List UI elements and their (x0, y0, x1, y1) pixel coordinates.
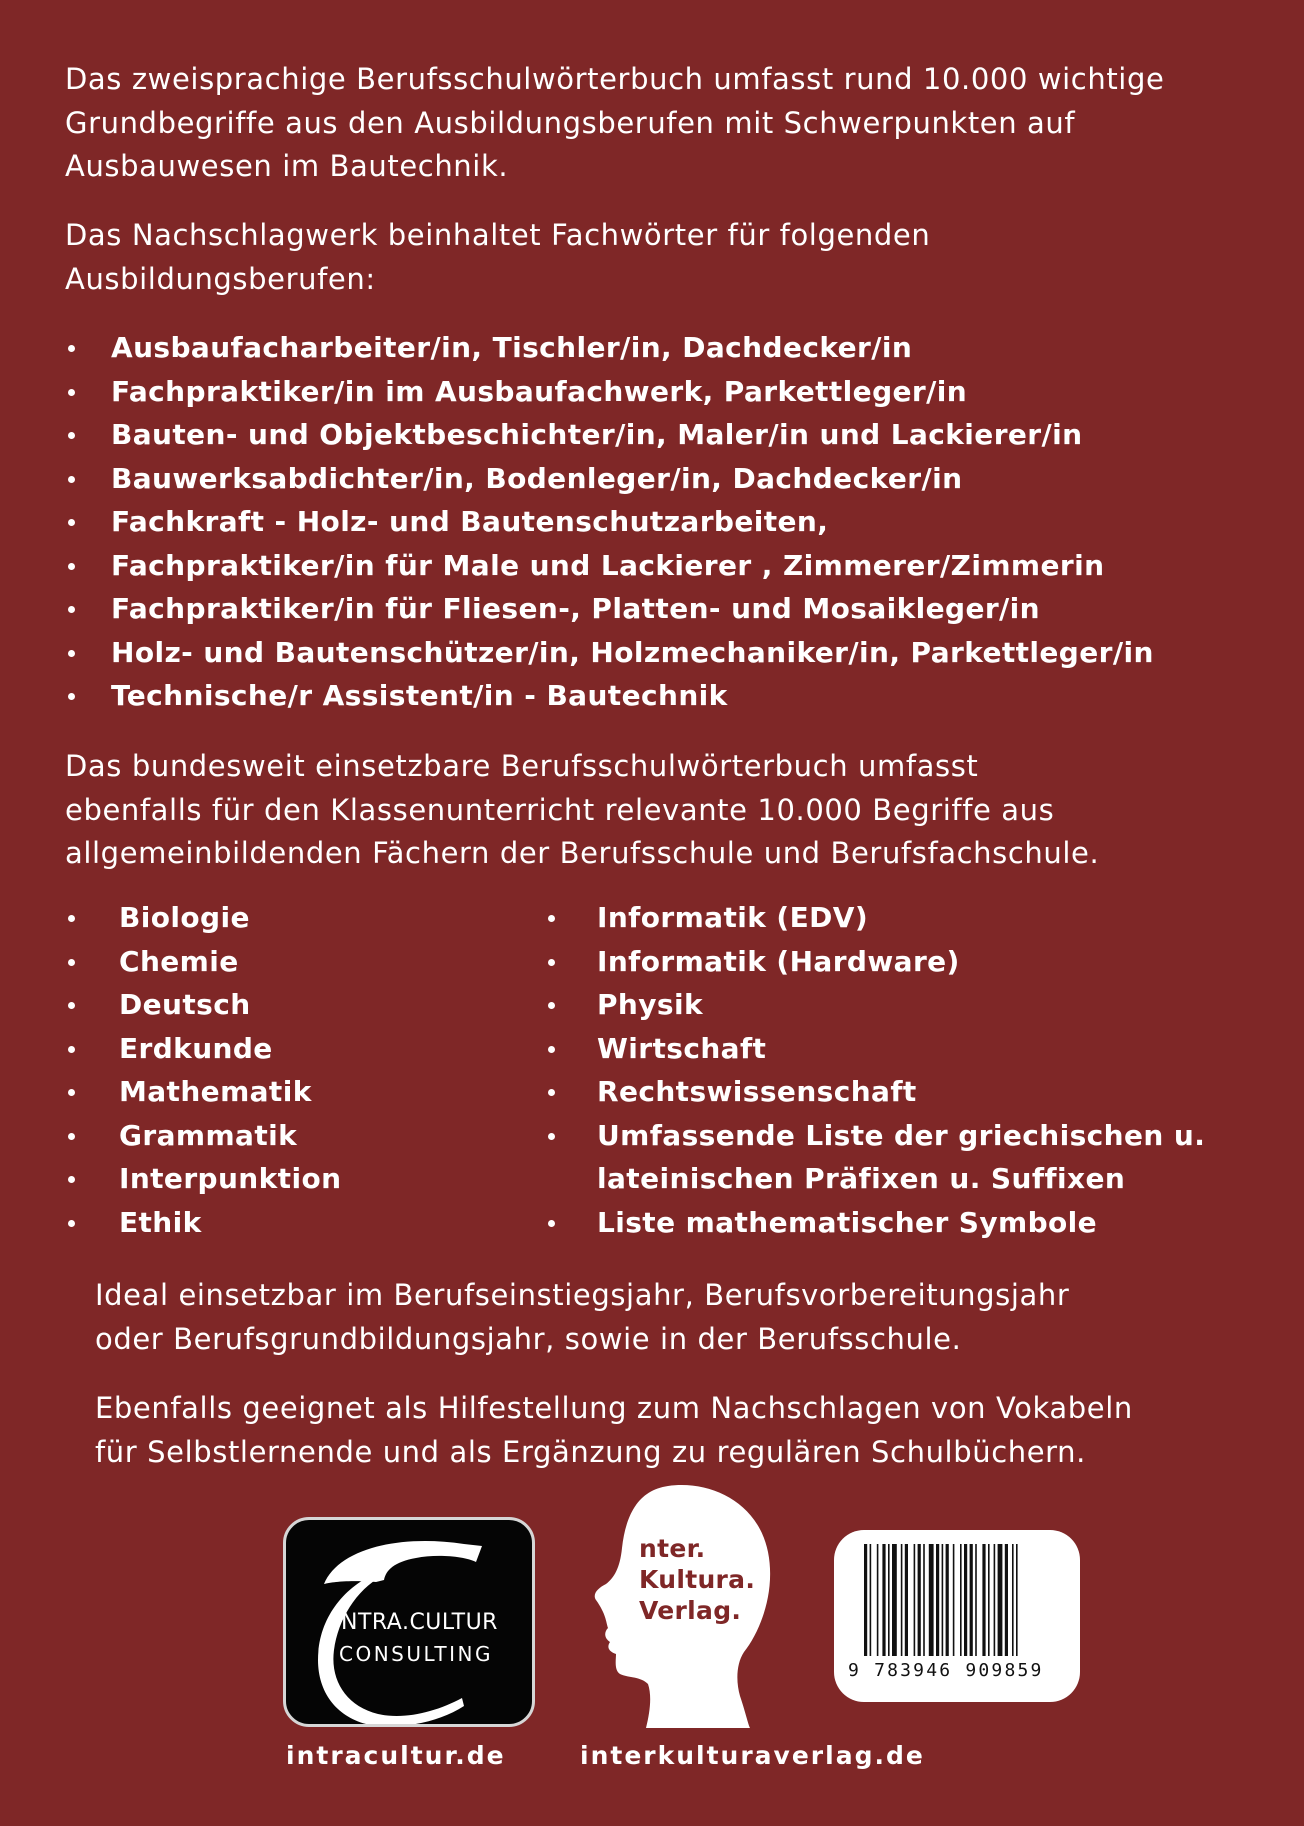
nachschlag-line: Das Nachschlagwerk beinhaltet Fachwörter für folgenden (65, 218, 931, 252)
berufe-item: Ausbaufacharbeiter/in, Tischler/in, Dachdecker/in (65, 326, 1154, 370)
fach-item: Grammatik (65, 1114, 341, 1158)
berufe-item: Fachpraktiker/in für Fliesen-, Platten- und Mosaikleger/in (65, 587, 1154, 631)
berufe-item: Fachkraft - Holz- und Bautenschutzarbeiten, (65, 500, 1154, 544)
berufe-item: Fachpraktiker/in im Ausbaufachwerk, Parkettleger/in (65, 370, 1154, 414)
interkultura-line: Verlag. (639, 1596, 742, 1625)
ebenfalls-paragraph (95, 1387, 1133, 1474)
ideal-line: Ideal einsetzbar im Berufseinstiegsjahr, Berufsvorbereitungsjahr (95, 1278, 1070, 1312)
faecher-list-left (65, 896, 341, 1244)
barcode-digits: 9 783946 909859 (848, 1660, 1044, 1681)
fach-item: Wirtschaft (543, 1027, 1205, 1071)
interkultura-url[interactable]: interkulturaverlag.de (580, 1741, 925, 1770)
ideal-line: oder Berufsgrundbildungsjahr, sowie in der Berufsschule. (95, 1321, 962, 1356)
intro-line: Grundbegriffe aus den Ausbildungsberufen mit Schwerpunkten auf (65, 105, 1076, 140)
fach-item: Liste mathematischer Symbole (543, 1201, 1205, 1245)
fach-item-line: Umfassende Liste der griechischen u. (597, 1118, 1206, 1152)
fach-item: Erdkunde (65, 1027, 341, 1071)
nachschlag-paragraph (65, 214, 930, 301)
fach-item: Physik (543, 983, 1205, 1027)
fach-item: Biologie (65, 896, 341, 940)
fach-item: Interpunktion (65, 1157, 341, 1201)
intra-cultur-logo (283, 1517, 535, 1727)
interkultura-line: Kultura. (639, 1565, 756, 1594)
nachschlag-line: Ausbildungsberufen: (65, 261, 376, 296)
bundesweit-line: ebenfalls für den Klassenunterricht relevante 10.000 Begriffe aus (65, 792, 1055, 827)
ebenfalls-line: für Selbstlernende und als Ergänzung zu regulären Schulbüchern. (95, 1434, 1086, 1469)
interkultura-logo (590, 1482, 776, 1730)
fach-item: Deutsch (65, 983, 341, 1027)
ideal-paragraph (95, 1274, 1069, 1361)
interkultura-line: nter. (639, 1534, 706, 1563)
fach-item: Mathematik (65, 1070, 341, 1114)
ebenfalls-line: Ebenfalls geeignet als Hilfestellung zum Nachschlagen von Vokabeln (95, 1391, 1133, 1425)
fach-item: Informatik (EDV) (543, 896, 1205, 940)
berufe-item: Fachpraktiker/in für Male und Lackierer , Zimmerer/Zimmerin (65, 544, 1154, 588)
intro-line: Das zweisprachige Berufsschulwörterbuch umfasst rund 10.000 wichtige (65, 62, 1165, 96)
berufe-item: Bauten- und Objektbeschichter/in, Maler/in und Lackierer/in (65, 413, 1154, 457)
bundesweit-line: allgemeinbildenden Fächern der Berufsschule und Berufsfachschule. (65, 836, 1100, 870)
intra-cultur-name: INTRA.CULTUR (334, 1610, 498, 1635)
intra-cultur-subtitle: CONSULTING (339, 1642, 493, 1666)
fach-item: Rechtswissenschaft (543, 1070, 1205, 1114)
isbn-barcode (834, 1530, 1080, 1702)
berufe-list (65, 326, 1154, 718)
berufe-item: Bauwerksabdichter/in, Bodenleger/in, Dachdecker/in (65, 457, 1154, 501)
fach-item: Ethik (65, 1201, 341, 1245)
fach-item: Informatik (Hardware) (543, 940, 1205, 984)
berufe-item: Technische/r Assistent/in - Bautechnik (65, 674, 1154, 718)
bundesweit-paragraph (65, 745, 1099, 876)
faecher-list-right (543, 896, 1205, 1244)
fach-item-line: lateinischen Präfixen u. Suffixen (597, 1162, 1126, 1195)
intracultur-url[interactable]: intracultur.de (286, 1741, 506, 1770)
bundesweit-line: Das bundesweit einsetzbare Berufsschulwörterbuch umfasst (65, 749, 979, 783)
berufe-item: Holz- und Bautenschützer/in, Holzmechaniker/in, Parkettleger/in (65, 631, 1154, 675)
intro-paragraph (65, 58, 1164, 189)
intro-line: Ausbauwesen im Bautechnik. (65, 149, 509, 183)
fach-item: Chemie (65, 940, 341, 984)
fach-item-multiline (543, 1114, 1205, 1201)
